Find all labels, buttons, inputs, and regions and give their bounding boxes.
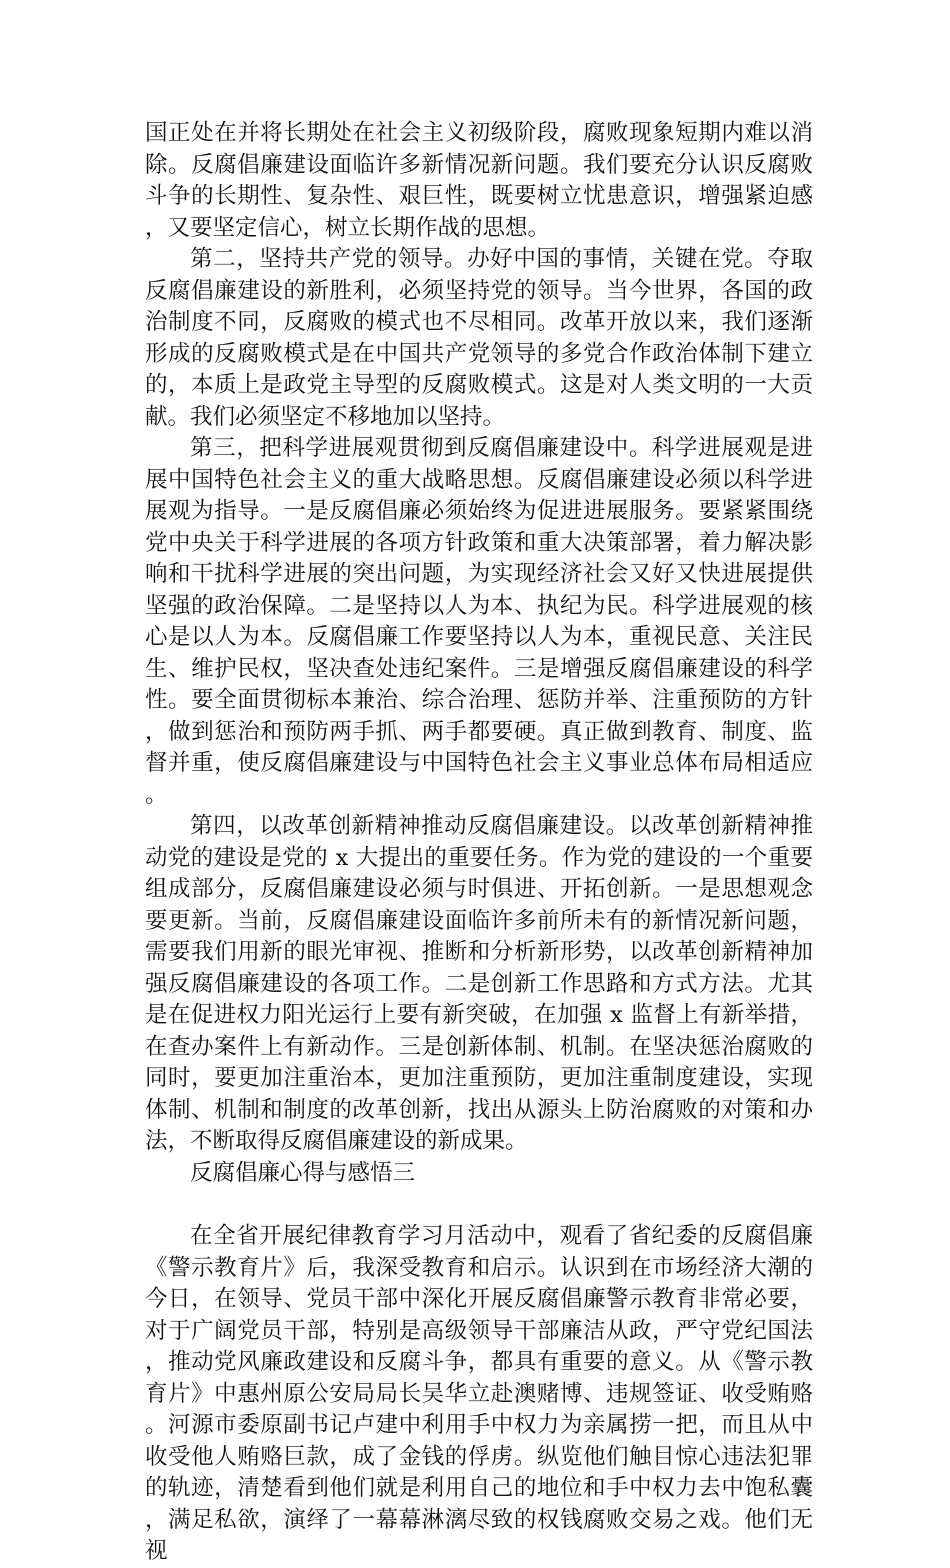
paragraph-1: 国正处在并将长期处在社会主义初级阶段，腐败现象短期内难以消除。反腐倡廉建设面临许多新情况新问题。我们要充分认识反腐败斗争的长期性、复杂性、艰巨性，既要树立忧患意识，增强紧迫感，又要坚定信心，树立长期作战的思想。	[145, 120, 813, 241]
paragraph-4: 第四，以改革创新精神推动反腐倡廉建设。以改革创新精神推动党的建设是党的 x 大提出的重要任务。作为党的建设的一个重要组成部分，反腐倡廉建设必须与时俱进、开拓创新。一是思想观念要更新。当前，反腐倡廉建设面临许多前所未有的新情况新问题，需要我们用新的眼光审视、推断和分析新形势，以改革创新精神加强反腐倡廉建设的各项工作。二是创新工作思路和方式方法。尤其是在促进权力阳光运行上要有新突破，在加强 x 监督上有新举措，在查办案件上有新动作。三是创新体制、机制。在坚决惩治腐败的同时，要更加注重治本，更加注重预防，更加注重制度建设，实现体制、机制和制度的改革创新，找出从源头上防治腐败的对策和办法，不断取得反腐倡廉建设的新成果。	[145, 813, 813, 1154]
paragraph-5: 在全省开展纪律教育学习月活动中，观看了省纪委的反腐倡廉《警示教育片》后，我深受教育和启示。认识到在市场经济大潮的今日，在领导、党员干部中深化开展反腐倡廉警示教育非常必要，对于广阔党员干部，特别是高级领导干部廉洁从政，严守党纪国法，推动党风廉政建设和反腐斗争，都具有重要的意义。从《警示教育片》中惠州原公安局局长吴华立赴澳赌博、违规签证、收受贿赂。河源市委原副书记卢建中利用手中权力为亲属捞一把，而且从中收受他人贿赂巨款，成了金钱的俘虏。纵览他们触目惊心违法犯罪的轨迹，清楚看到他们就是利用自己的地位和手中权力去中饱私囊，满足私欲，演绎了一幕幕淋漓尽致的权钱腐败交易之戏。他们无视	[145, 1223, 813, 1564]
document-page	[145, 118, 813, 1568]
blank-line	[145, 1189, 813, 1221]
section-title: 反腐倡廉心得与感悟三	[190, 1159, 416, 1186]
paragraph-3: 第三，把科学进展观贯彻到反腐倡廉建设中。科学进展观是进展中国特色社会主义的重大战略思想。反腐倡廉建设必须以科学进展观为指导。一是反腐倡廉必须始终为促进进展服务。要紧紧围绕党中央关于科学进展的各项方针政策和重大决策部署，着力解决影响和干扰科学进展的突出问题，为实现经济社会又好又快进展提供坚强的政治保障。二是坚持以人为本、执纪为民。科学进展观的核心是以人为本。反腐倡廉工作要坚持以人为本，重视民意、关注民生、维护民权，坚决查处违纪案件。三是增强反腐倡廉建设的科学性。要全面贯彻标本兼治、综合治理、惩防并举、注重预防的方针，做到惩治和预防两手抓、两手都要硬。真正做到教育、制度、监督并重，使反腐倡廉建设与中国特色社会主义事业总体布局相适应。	[145, 435, 813, 808]
paragraph-2: 第二，坚持共产党的领导。办好中国的事情，关键在党。夺取反腐倡廉建设的新胜利，必须坚持党的领导。当今世界，各国的政治制度不同，反腐败的模式也不尽相同。改革开放以来，我们逐渐形成的反腐败模式是在中国共产党领导的多党合作政治体制下建立的，本质上是政党主导型的反腐败模式。这是对人类文明的一大贡献。我们必须坚定不移地加以坚持。	[145, 246, 813, 430]
